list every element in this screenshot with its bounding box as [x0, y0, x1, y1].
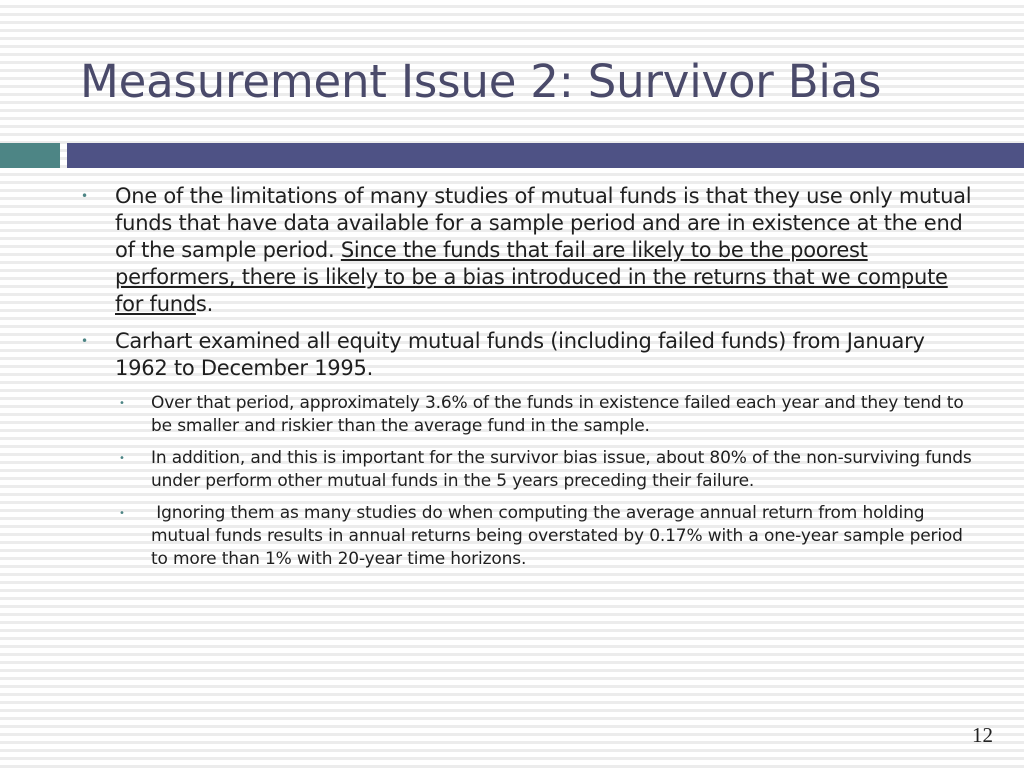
sub-bullet-item: [113, 502, 977, 571]
bullet-dot-icon: •: [81, 334, 88, 348]
page-number: 12: [972, 723, 993, 747]
title-accent-bar-teal: [0, 143, 60, 168]
sub-bullet-text: In addition, and this is important for the survivor bias issue, about 80% of the non-surviving funds under perform other mutual funds in the 5 years preceding their failure.: [151, 448, 972, 491]
bullet-text-underlined: Since the funds that fail are likely to be the poorest performers, there is likely to be a bias introduced in the returns that we compute for fund: [115, 238, 948, 316]
sub-bullet-text: Ignoring them as many studies do when computing the average annual return from holding mutual funds results in annual returns being overstated by 0.17% with a one-year sample period to more than 1% with 20-year time horizons.: [151, 503, 969, 569]
bullet-item: [77, 328, 977, 382]
bullet-dot-icon: •: [119, 398, 125, 409]
sub-bullet-item: [113, 392, 977, 438]
bullet-dot-icon: •: [81, 189, 88, 203]
bullet-item: [77, 183, 977, 318]
bullet-dot-icon: •: [119, 508, 125, 519]
bullet-text-end: s.: [195, 292, 214, 316]
sub-bullet-item: [113, 447, 977, 493]
bullet-text: One of the limitations of many studies of mutual funds is that they use only mutual funds that have data available for a sample period and are in existence at the end of the sample period.: [115, 184, 972, 262]
bullet-text: Carhart examined all equity mutual funds (including failed funds) from January 1962 to December 1995.: [115, 329, 925, 380]
title-accent-bar-indigo: [67, 143, 1024, 168]
slide-body: [77, 183, 977, 580]
bullet-dot-icon: •: [119, 453, 125, 464]
slide-title: Measurement Issue 2: Survivor Bias: [80, 55, 882, 108]
sub-bullet-text: Over that period, approximately 3.6% of the funds in existence failed each year and they tend to be smaller and riskier than the average fund in the sample.: [151, 393, 964, 436]
